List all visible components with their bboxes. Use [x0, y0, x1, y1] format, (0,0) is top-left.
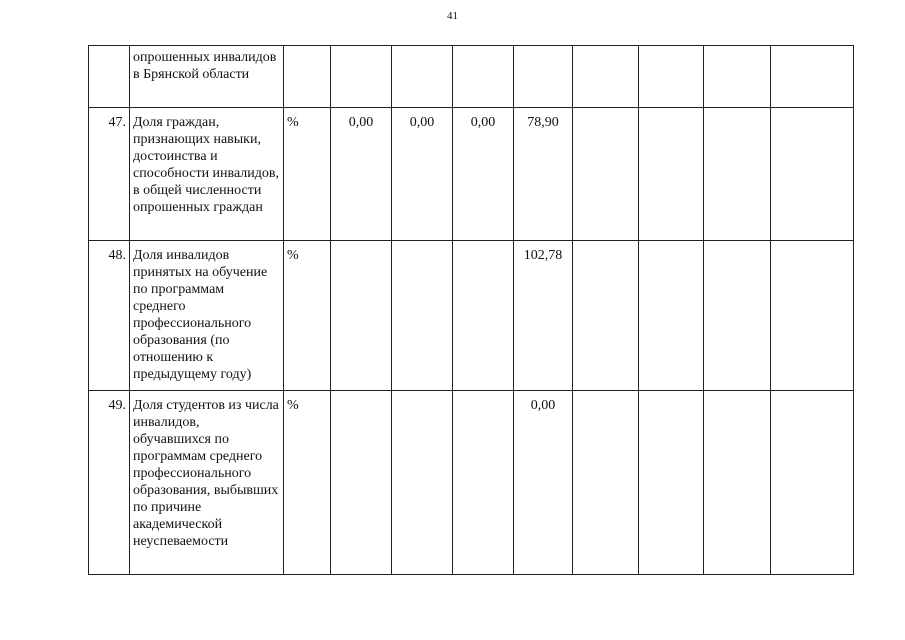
table-row [89, 46, 854, 108]
unit-cell: % [284, 391, 331, 575]
value-cell-1 [331, 46, 392, 108]
value-cell-1 [331, 391, 392, 575]
value-cell-1 [331, 241, 392, 391]
row-number: 48. [89, 241, 130, 391]
table-row [89, 108, 854, 241]
value-cell-6 [639, 391, 704, 575]
value-cell-6 [639, 241, 704, 391]
unit-cell: % [284, 108, 331, 241]
value-cell-6 [639, 108, 704, 241]
value-cell-5 [573, 46, 639, 108]
value-cell-2 [392, 391, 453, 575]
value-cell-2 [392, 46, 453, 108]
value-cell-1: 0,00 [331, 108, 392, 241]
row-number [89, 46, 130, 108]
value-cell-8 [771, 391, 854, 575]
indicator-table [88, 45, 854, 575]
value-cell-3 [453, 391, 514, 575]
page-number: 41 [447, 10, 458, 22]
value-cell-5 [573, 108, 639, 241]
indicator-name: опрошенных инвалидов в Брянской области [130, 46, 284, 108]
value-cell-8 [771, 241, 854, 391]
value-cell-8 [771, 46, 854, 108]
value-cell-5 [573, 391, 639, 575]
value-cell-7 [704, 391, 771, 575]
value-cell-7 [704, 46, 771, 108]
unit-cell: % [284, 241, 331, 391]
unit-cell [284, 46, 331, 108]
indicator-name: Доля инвалидов принятых на обучение по программам среднего профессионального образования (по отношению к предыдущему году) [130, 241, 284, 391]
row-number: 47. [89, 108, 130, 241]
value-cell-3 [453, 46, 514, 108]
row-number: 49. [89, 391, 130, 575]
value-cell-6 [639, 46, 704, 108]
value-cell-7 [704, 241, 771, 391]
table-row [89, 391, 854, 575]
value-cell-8 [771, 108, 854, 241]
value-cell-5 [573, 241, 639, 391]
value-cell-2 [392, 241, 453, 391]
value-cell-7 [704, 108, 771, 241]
value-cell-4: 0,00 [514, 391, 573, 575]
value-cell-2: 0,00 [392, 108, 453, 241]
value-cell-4 [514, 46, 573, 108]
indicator-name: Доля студентов из числа инвалидов, обучавшихся по программам среднего профессионального образования, выбывших по причине академической неуспеваемости [130, 391, 284, 575]
value-cell-3 [453, 241, 514, 391]
value-cell-3: 0,00 [453, 108, 514, 241]
table-row [89, 241, 854, 391]
value-cell-4: 102,78 [514, 241, 573, 391]
indicator-name: Доля граждан, признающих навыки, достоинства и способности инвалидов, в общей численности опрошенных граждан [130, 108, 284, 241]
value-cell-4: 78,90 [514, 108, 573, 241]
